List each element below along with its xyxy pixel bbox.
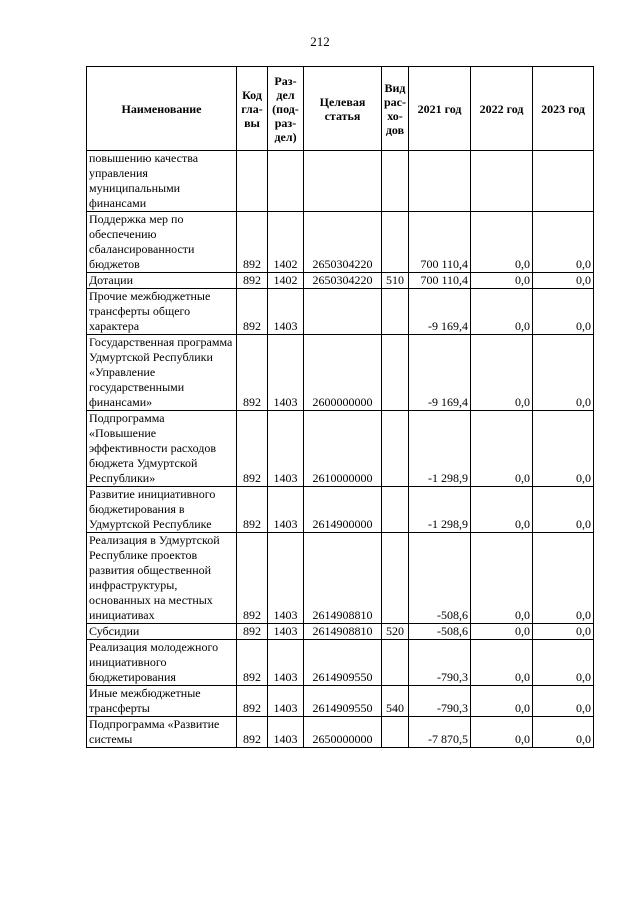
cell-name: Прочие межбюджетные трансферты общего характера (87, 289, 237, 335)
cell-target: 2614909550 (304, 640, 382, 686)
header-2021: 2021 год (409, 67, 471, 151)
cell-expense: 520 (382, 624, 409, 640)
cell-2022: 0,0 (471, 624, 533, 640)
cell-target: 2614909550 (304, 686, 382, 717)
table-row (87, 624, 594, 640)
cell-chapter: 892 (237, 624, 268, 640)
cell-expense (382, 487, 409, 533)
cell-2021: -790,3 (409, 640, 471, 686)
cell-2023 (533, 151, 594, 212)
cell-expense (382, 717, 409, 748)
cell-expense (382, 212, 409, 273)
table-row (87, 273, 594, 289)
cell-2022: 0,0 (471, 640, 533, 686)
cell-chapter: 892 (237, 335, 268, 411)
cell-2021 (409, 151, 471, 212)
cell-chapter: 892 (237, 487, 268, 533)
table-row (87, 487, 594, 533)
page-number: 212 (310, 34, 330, 49)
header-row (87, 67, 594, 151)
cell-name: Дотации (87, 273, 237, 289)
cell-2023: 0,0 (533, 335, 594, 411)
cell-expense (382, 335, 409, 411)
cell-2022: 0,0 (471, 212, 533, 273)
cell-name: Реализация в Удмуртской Республике проектов развития общественной инфраструктуры, основанных на местных инициативах (87, 533, 237, 624)
cell-2021: -7 870,5 (409, 717, 471, 748)
cell-name: Развитие инициативного бюджетирования в Удмуртской Республике (87, 487, 237, 533)
cell-target: 2650304220 (304, 212, 382, 273)
cell-2021: -508,6 (409, 533, 471, 624)
cell-2023: 0,0 (533, 624, 594, 640)
cell-chapter (237, 151, 268, 212)
cell-target: 2614908810 (304, 533, 382, 624)
cell-section: 1403 (268, 717, 304, 748)
cell-2021: -790,3 (409, 686, 471, 717)
table-body (87, 151, 594, 748)
cell-target: 2650304220 (304, 273, 382, 289)
table-row (87, 717, 594, 748)
table-row (87, 533, 594, 624)
cell-2023: 0,0 (533, 686, 594, 717)
cell-target: 2614908810 (304, 624, 382, 640)
cell-section: 1403 (268, 335, 304, 411)
cell-2021: -9 169,4 (409, 289, 471, 335)
cell-target (304, 289, 382, 335)
table-row (87, 289, 594, 335)
header-name: Наименование (87, 67, 237, 151)
cell-expense (382, 411, 409, 487)
cell-section: 1403 (268, 411, 304, 487)
cell-target (304, 151, 382, 212)
cell-2023: 0,0 (533, 273, 594, 289)
cell-chapter: 892 (237, 686, 268, 717)
cell-section: 1403 (268, 487, 304, 533)
cell-2023: 0,0 (533, 487, 594, 533)
cell-section: 1402 (268, 273, 304, 289)
header-2022: 2022 год (471, 67, 533, 151)
cell-chapter: 892 (237, 640, 268, 686)
cell-2022 (471, 151, 533, 212)
cell-2023: 0,0 (533, 212, 594, 273)
cell-name: Подпрограмма «Повышение эффективности расходов бюджета Удмуртской Республики» (87, 411, 237, 487)
cell-2023: 0,0 (533, 289, 594, 335)
cell-name: Иные межбюджетные трансферты (87, 686, 237, 717)
cell-name: Государственная программа Удмуртской Республики «Управление государственными финансами» (87, 335, 237, 411)
cell-2022: 0,0 (471, 289, 533, 335)
cell-name: Субсидии (87, 624, 237, 640)
cell-2022: 0,0 (471, 273, 533, 289)
cell-2021: -508,6 (409, 624, 471, 640)
cell-chapter: 892 (237, 273, 268, 289)
cell-2023: 0,0 (533, 533, 594, 624)
cell-2022: 0,0 (471, 487, 533, 533)
cell-2022: 0,0 (471, 411, 533, 487)
table-row (87, 151, 594, 212)
cell-target: 2610000000 (304, 411, 382, 487)
cell-expense: 510 (382, 273, 409, 289)
cell-section: 1403 (268, 289, 304, 335)
cell-section (268, 151, 304, 212)
table-row (87, 640, 594, 686)
cell-2022: 0,0 (471, 717, 533, 748)
cell-target: 2614900000 (304, 487, 382, 533)
cell-2022: 0,0 (471, 335, 533, 411)
cell-expense (382, 289, 409, 335)
cell-2023: 0,0 (533, 717, 594, 748)
cell-expense (382, 151, 409, 212)
cell-chapter: 892 (237, 289, 268, 335)
cell-name: Реализация молодежного инициативного бюджетирования (87, 640, 237, 686)
cell-name: Подпрограмма «Развитие системы (87, 717, 237, 748)
cell-2021: 700 110,4 (409, 273, 471, 289)
cell-2021: -1 298,9 (409, 411, 471, 487)
table-row (87, 411, 594, 487)
cell-target: 2600000000 (304, 335, 382, 411)
table-row (87, 335, 594, 411)
header-2023: 2023 год (533, 67, 594, 151)
cell-chapter: 892 (237, 533, 268, 624)
cell-2021: -9 169,4 (409, 335, 471, 411)
cell-2023: 0,0 (533, 640, 594, 686)
cell-2023: 0,0 (533, 411, 594, 487)
cell-section: 1403 (268, 686, 304, 717)
cell-section: 1402 (268, 212, 304, 273)
cell-expense: 540 (382, 686, 409, 717)
cell-target: 2650000000 (304, 717, 382, 748)
cell-2021: -1 298,9 (409, 487, 471, 533)
cell-section: 1403 (268, 533, 304, 624)
table-row (87, 212, 594, 273)
cell-section: 1403 (268, 640, 304, 686)
cell-section: 1403 (268, 624, 304, 640)
header-expense: Вид рас- хо- дов (382, 67, 409, 151)
budget-table (86, 66, 594, 748)
header-section: Раз- дел (под- раз- дел) (268, 67, 304, 151)
cell-2022: 0,0 (471, 533, 533, 624)
cell-name: Поддержка мер по обеспечению сбалансированности бюджетов (87, 212, 237, 273)
cell-2021: 700 110,4 (409, 212, 471, 273)
cell-chapter: 892 (237, 411, 268, 487)
cell-expense (382, 640, 409, 686)
cell-chapter: 892 (237, 717, 268, 748)
cell-2022: 0,0 (471, 686, 533, 717)
cell-name: повышению качества управления муниципальными финансами (87, 151, 237, 212)
table-row (87, 686, 594, 717)
cell-chapter: 892 (237, 212, 268, 273)
cell-expense (382, 533, 409, 624)
header-chapter: Код гла- вы (237, 67, 268, 151)
header-target: Целевая статья (304, 67, 382, 151)
